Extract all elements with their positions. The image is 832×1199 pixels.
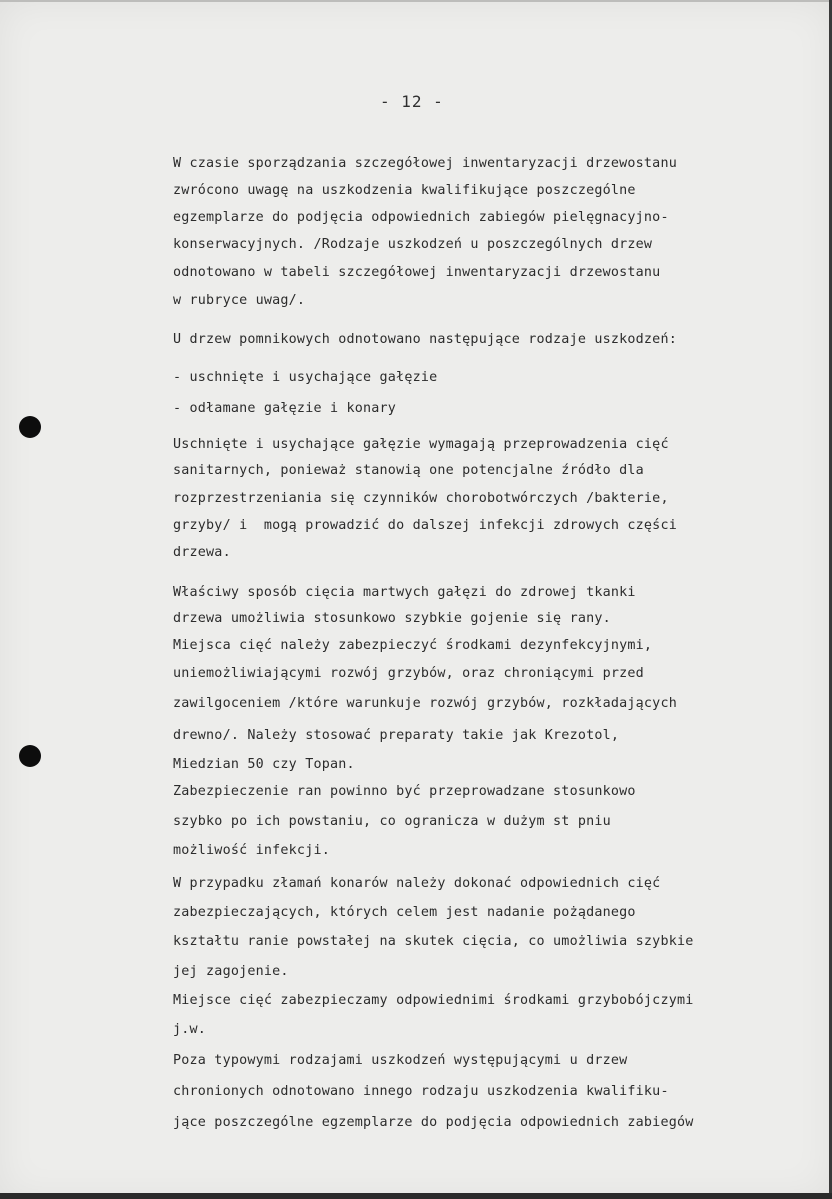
list-item: - uschnięte i usychające gałęzie — [173, 370, 438, 385]
text-line: Poza typowymi rodzajami uszkodzeń występującymi u drzew — [173, 1053, 628, 1068]
text-line: Uschnięte i usychające gałęzie wymagają przeprowadzenia cięć — [173, 437, 669, 452]
text-line: drzewa umożliwia stosunkowo szybkie gojenie się rany. — [173, 611, 611, 626]
text-line: jące poszczególne egzemplarze do podjęcia odpowiednich zabiegów — [173, 1115, 694, 1130]
page-number: - 12 - — [380, 92, 444, 111]
text-line: w rubryce uwag/. — [173, 293, 306, 308]
text-line: zawilgoceniem /które warunkuje rozwój grzybów, rozkładających — [173, 696, 677, 711]
text-line: możliwość infekcji. — [173, 843, 330, 858]
punch-hole-icon — [19, 745, 41, 767]
text-line: Miejsca cięć należy zabezpieczyć środkami dezynfekcyjnymi, — [173, 638, 653, 653]
text-line: rozprzestrzeniania się czynników chorobotwórczych /bakterie, — [173, 491, 669, 506]
text-line: uniemożliwiającymi rozwój grzybów, oraz chroniącymi przed — [173, 666, 644, 681]
text-line: jej zagojenie. — [173, 964, 289, 979]
text-line: szybko po ich powstaniu, co ogranicza w dużym st pniu — [173, 814, 611, 829]
text-line: Właściwy sposób cięcia martwych gałęzi do zdrowej tkanki — [173, 585, 636, 600]
page-bottom-edge — [0, 1193, 832, 1199]
punch-hole-icon — [19, 416, 41, 438]
text-line: sanitarnych, ponieważ stanowią one potencjalne źródło dla — [173, 463, 644, 478]
text-line: drewno/. Należy stosować preparaty takie jak Krezotol, — [173, 728, 620, 743]
text-line: Miedzian 50 czy Topan. — [173, 757, 355, 772]
text-line: zabezpieczających, których celem jest nadanie pożądanego — [173, 905, 636, 920]
text-line: W czasie sporządzania szczegółowej inwentaryzacji drzewostanu — [173, 156, 677, 171]
text-line: j.w. — [173, 1022, 207, 1037]
text-line: chronionych odnotowano innego rodzaju uszkodzenia kwalifiku- — [173, 1084, 669, 1099]
text-line: U drzew pomnikowych odnotowano następujące rodzaje uszkodzeń: — [173, 332, 677, 347]
text-line: odnotowano w tabeli szczegółowej inwentaryzacji drzewostanu — [173, 265, 661, 280]
text-line: W przypadku złamań konarów należy dokonać odpowiednich cięć — [173, 876, 661, 891]
list-item: - odłamane gałęzie i konary — [173, 401, 397, 416]
text-line: zwrócono uwagę na uszkodzenia kwalifikujące poszczególne — [173, 183, 636, 198]
page-top-edge — [0, 0, 832, 2]
text-line: drzewa. — [173, 545, 231, 560]
text-line: grzyby/ i mogą prowadzić do dalszej infekcji zdrowych części — [173, 518, 677, 533]
text-line: Zabezpieczenie ran powinno być przeprowadzane stosunkowo — [173, 784, 636, 799]
text-line: konserwacyjnych. /Rodzaje uszkodzeń u poszczególnych drzew — [173, 237, 653, 252]
text-line: Miejsce cięć zabezpieczamy odpowiednimi środkami grzybobójczymi — [173, 993, 694, 1008]
text-line: egzemplarze do podjęcia odpowiednich zabiegów pielęgnacyjno- — [173, 210, 669, 225]
text-line: kształtu ranie powstałej na skutek cięcia, co umożliwia szybkie — [173, 934, 694, 949]
